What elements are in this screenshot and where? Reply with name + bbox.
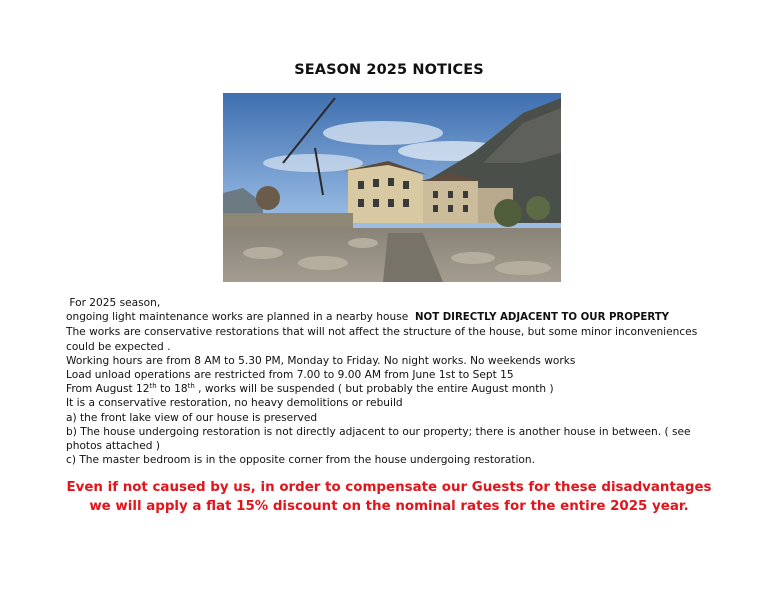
page-title: SEASON 2025 NOTICES [294, 62, 484, 78]
discount-notice [0, 478, 778, 516]
notice-line: c) The master bedroom is in the opposite corner from the house undergoing restoration. [66, 454, 535, 467]
discount-line-2: we will apply a flat 15% discount on the nominal rates for the entire 2025 year. [89, 499, 689, 514]
notice-line: Load unload operations are restricted from 7.00 to 9.00 AM from June 1st to Sept 15 [66, 369, 514, 382]
notice-line: Working hours are from 8 AM to 5.30 PM, Monday to Friday. No night works. No weekends works [66, 354, 576, 367]
notice-line: For 2025 season, [69, 297, 161, 309]
notice-emphasis: NOT DIRECTLY ADJACENT TO OUR PROPERTY [415, 312, 670, 324]
notice-line: b) The house undergoing restoration is not directly adjacent to our property; there is another house in between. ( see photos attached ) [66, 425, 691, 453]
lakeside-house-photo [223, 93, 561, 282]
discount-line-1: Even if not caused by us, in order to compensate our Guests for these disadvantages [66, 480, 712, 495]
notice-line: a) the front lake view of our house is preserved [66, 411, 318, 424]
notice-line: From August 12th to 18th , works will be suspended ( but probably the entire August month ) [66, 382, 554, 396]
lakeside-house-with-crane-photo-icon [223, 93, 561, 282]
notice-line: The works are conservative restorations that will not affect the structure of the house, but some minor inconveniences could be expected . [66, 326, 698, 353]
notice-line: It is a conservative restoration, no heavy demolitions or rebuild [66, 397, 403, 410]
notice-body [66, 296, 726, 467]
notice-line: ongoing light maintenance works are planned in a nearby house NOT DIRECTLY ADJACENT TO OUR PROPERTY [66, 311, 670, 324]
